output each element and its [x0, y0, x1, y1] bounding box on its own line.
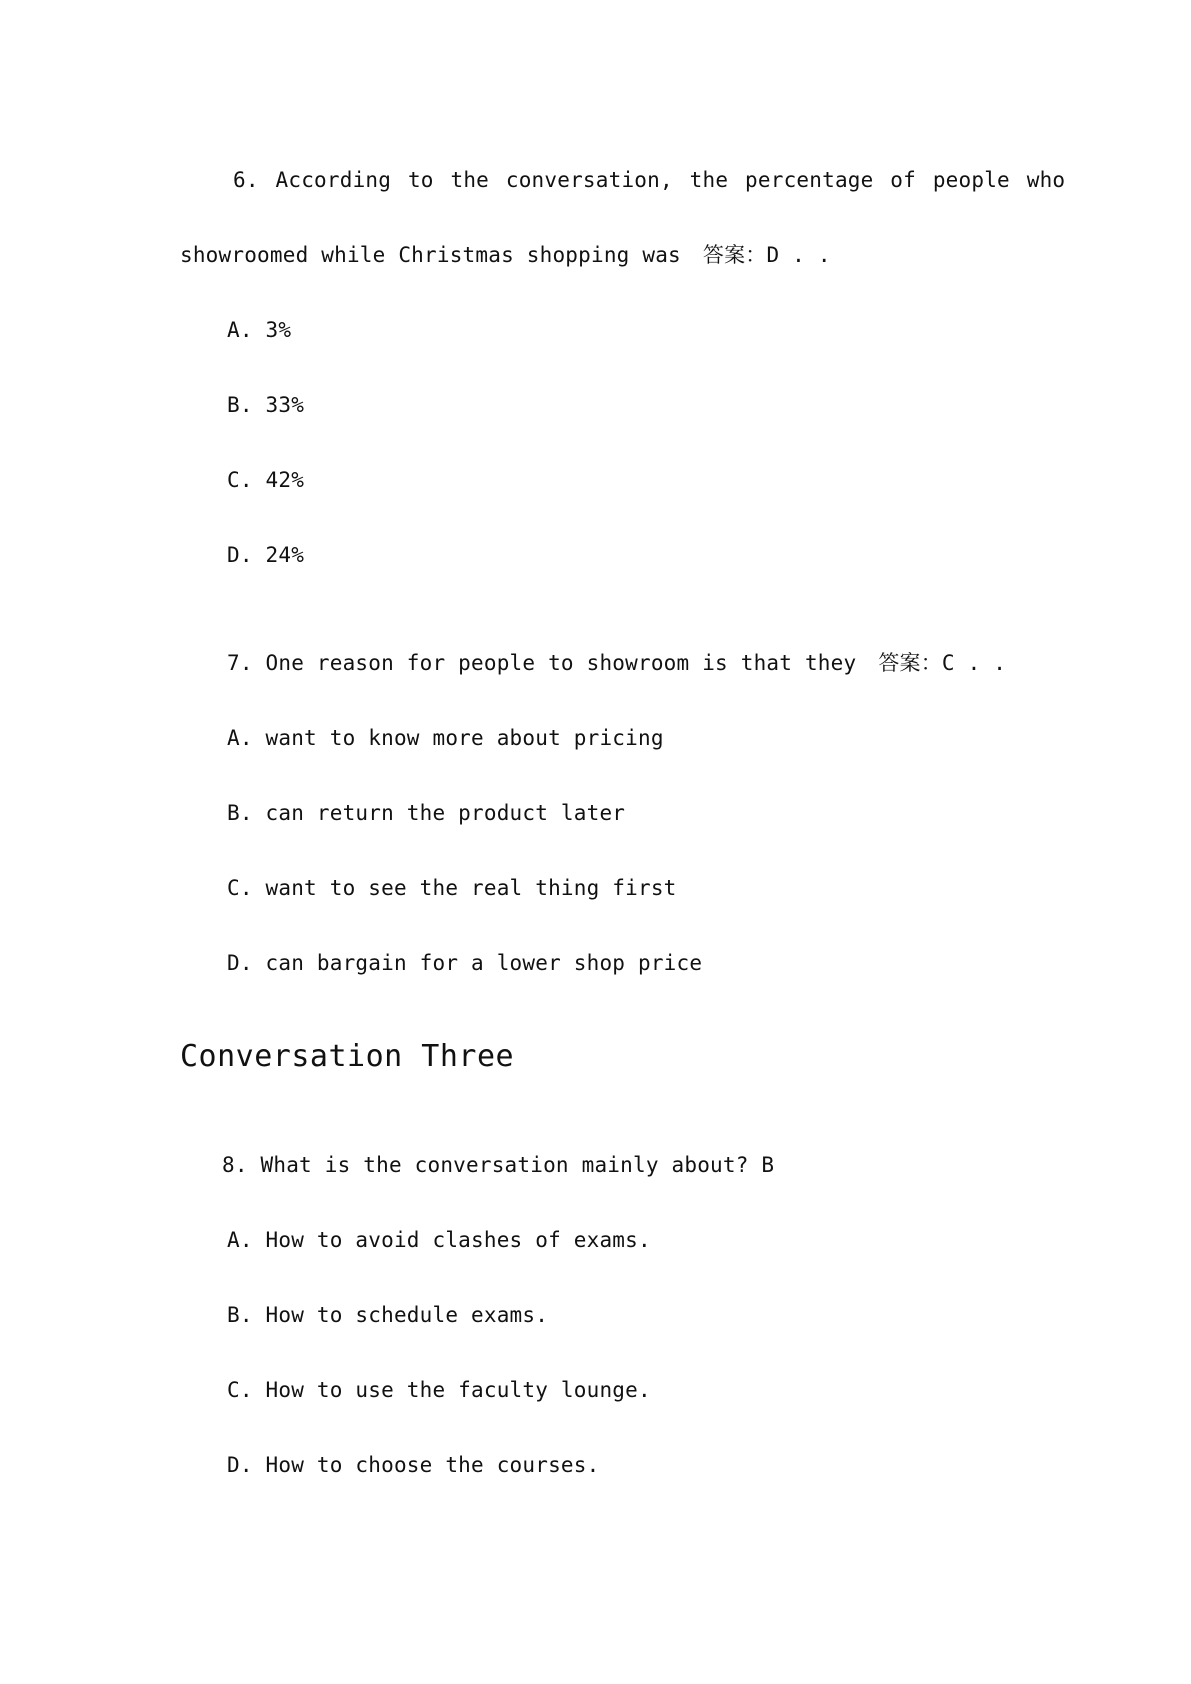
q6-option-b: B. 33% — [227, 393, 305, 417]
q7-answer: 答案：C . . — [878, 651, 1007, 675]
q8-option-c: C. How to use the faculty lounge. — [227, 1378, 651, 1402]
q7-option-c: C. want to see the real thing first — [227, 876, 677, 900]
q8-option-b: B. How to schedule exams. — [227, 1303, 549, 1327]
q6-answer: 答案：D . . — [702, 243, 831, 267]
q6-option-d: D. 24% — [227, 543, 305, 567]
q7-stem-text: 7. One reason for people to showroom is that they — [227, 651, 857, 675]
q7-option-a: A. want to know more about pricing — [227, 726, 664, 750]
q8-option-a: A. How to avoid clashes of exams. — [227, 1228, 651, 1252]
q7-stem — [227, 649, 1006, 677]
q7-option-d: D. can bargain for a lower shop price — [227, 951, 703, 975]
q6-option-c: C. 42% — [227, 468, 305, 492]
q6-stem-line2 — [180, 241, 831, 269]
q8-option-d: D. How to choose the courses. — [227, 1453, 600, 1477]
q6-stem-text: showroomed while Christmas shopping was — [180, 243, 681, 267]
q6-option-a: A. 3% — [227, 318, 292, 342]
q6-stem-line1: 6. According to the conversation, the percentage of people who — [233, 168, 1066, 192]
q7-option-b: B. can return the product later — [227, 801, 626, 825]
q8-stem: 8. What is the conversation mainly about? B — [222, 1153, 775, 1177]
section-heading: Conversation Three — [180, 1039, 515, 1074]
